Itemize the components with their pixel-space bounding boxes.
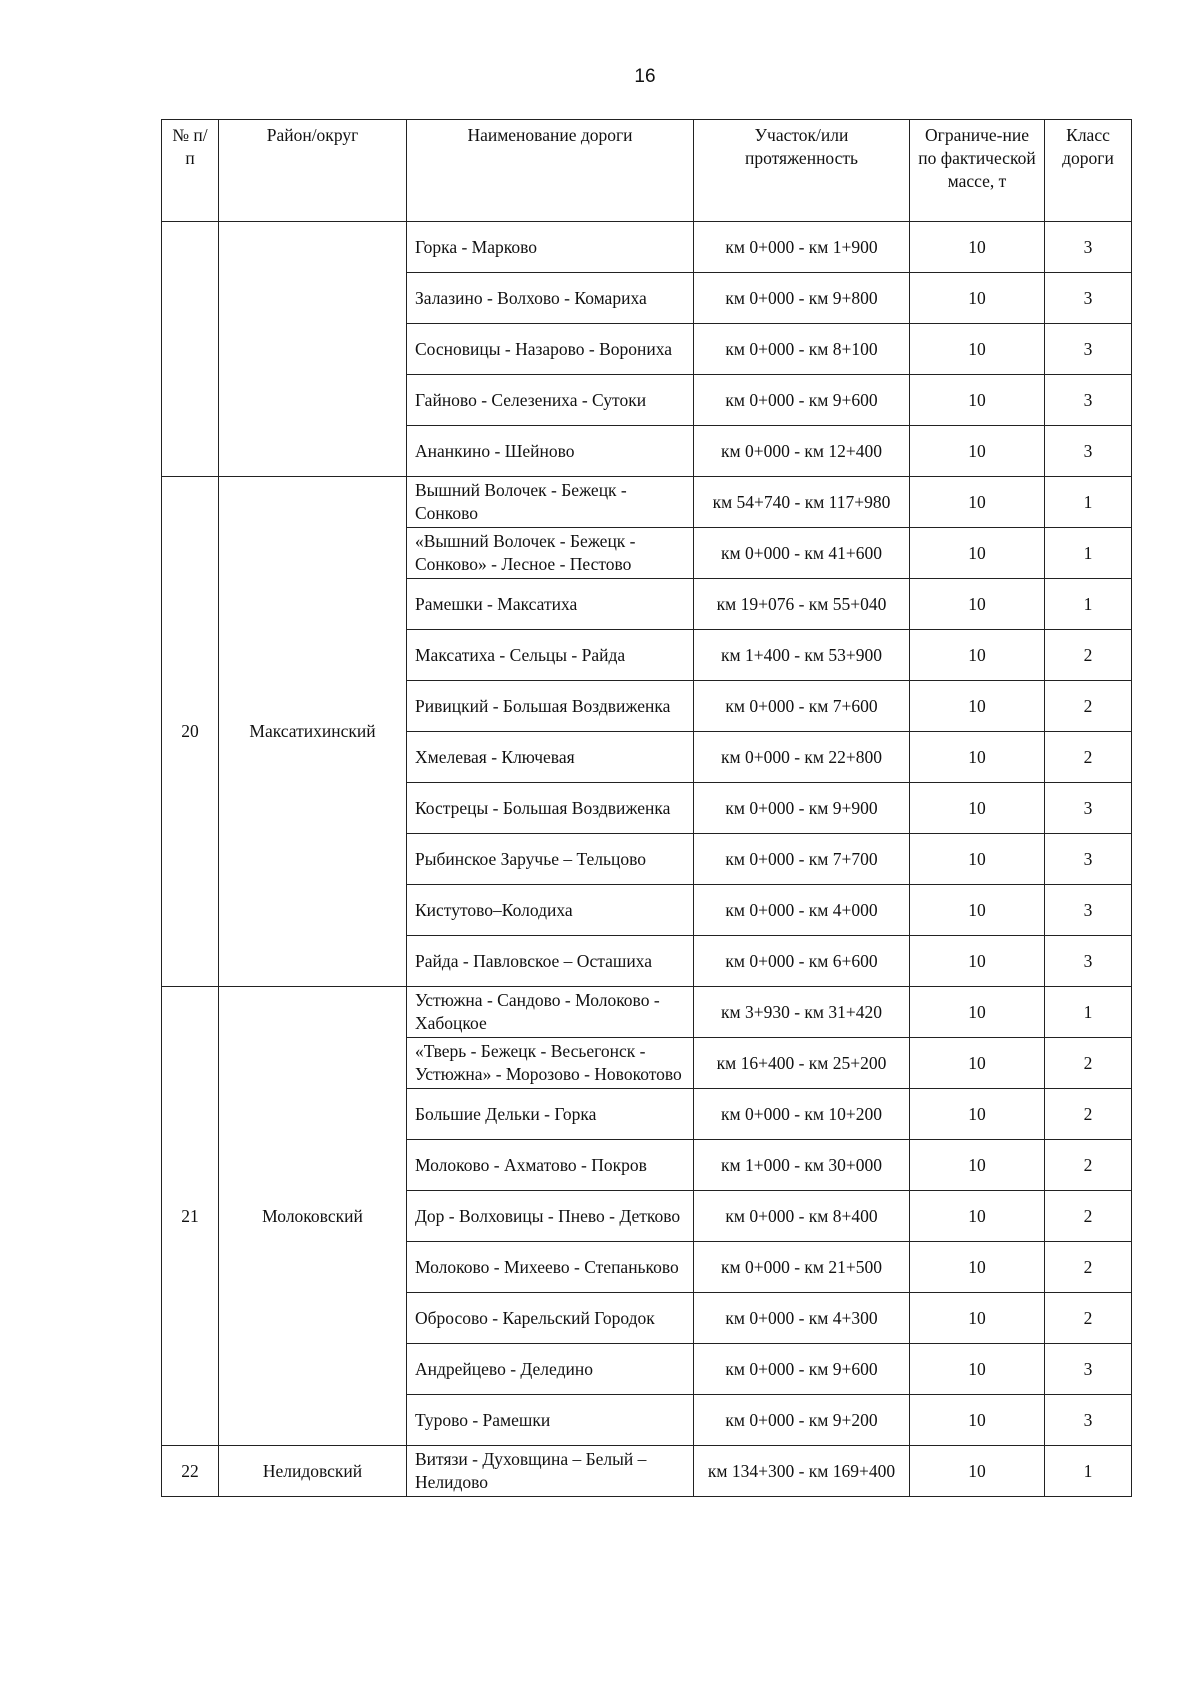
section-cell: км 0+000 - км 4+000: [694, 885, 910, 936]
mass-limit-cell: 10: [910, 1344, 1045, 1395]
road-name-cell: «Тверь - Бежецк - Весьегонск - Устюжна» - Морозово - Новокотово: [407, 1038, 694, 1089]
district-cell: Нелидовский: [219, 1446, 407, 1497]
section-cell: км 19+076 - км 55+040: [694, 579, 910, 630]
road-class-cell: 2: [1045, 1242, 1132, 1293]
road-class-cell: 3: [1045, 273, 1132, 324]
section-cell: км 0+000 - км 22+800: [694, 732, 910, 783]
road-name-cell: Андрейцево - Деледино: [407, 1344, 694, 1395]
road-name-cell: Ривицкий - Большая Воздвиженка: [407, 681, 694, 732]
header-road-name: Наименование дороги: [407, 120, 694, 222]
road-class-cell: 2: [1045, 732, 1132, 783]
road-name-cell: Сосновицы - Назарово - Ворониха: [407, 324, 694, 375]
road-class-cell: 2: [1045, 1089, 1132, 1140]
road-name-cell: «Вышний Волочек - Бежецк - Сонково» - Лесное - Пестово: [407, 528, 694, 579]
road-name-cell: Дор - Волховицы - Пнево - Детково: [407, 1191, 694, 1242]
road-name-cell: Витязи - Духовщина – Белый – Нелидово: [407, 1446, 694, 1497]
road-class-cell: 3: [1045, 885, 1132, 936]
road-name-cell: Горка - Марково: [407, 222, 694, 273]
road-name-cell: Вышний Волочек - Бежецк - Сонково: [407, 477, 694, 528]
road-name-cell: Гайново - Селезениха - Сутоки: [407, 375, 694, 426]
header-road-class: Класс дороги: [1045, 120, 1132, 222]
road-class-cell: 3: [1045, 783, 1132, 834]
mass-limit-cell: 10: [910, 681, 1045, 732]
road-class-cell: 2: [1045, 1038, 1132, 1089]
road-class-cell: 2: [1045, 681, 1132, 732]
mass-limit-cell: 10: [910, 987, 1045, 1038]
road-class-cell: 3: [1045, 324, 1132, 375]
road-name-cell: Кистутово–Колодиха: [407, 885, 694, 936]
mass-limit-cell: 10: [910, 579, 1045, 630]
roads-table: [161, 119, 1132, 1497]
road-class-cell: 3: [1045, 834, 1132, 885]
section-cell: км 0+000 - км 10+200: [694, 1089, 910, 1140]
district-cell: Максатихинский: [219, 477, 407, 987]
district-cell: [219, 222, 407, 477]
road-name-cell: Ананкино - Шейново: [407, 426, 694, 477]
road-name-cell: Кострецы - Большая Воздвиженка: [407, 783, 694, 834]
road-name-cell: Залазино - Волхово - Комариха: [407, 273, 694, 324]
mass-limit-cell: 10: [910, 630, 1045, 681]
section-cell: км 1+400 - км 53+900: [694, 630, 910, 681]
mass-limit-cell: 10: [910, 885, 1045, 936]
section-cell: км 0+000 - км 9+600: [694, 1344, 910, 1395]
header-section: Участок/или протяженность: [694, 120, 910, 222]
section-cell: км 0+000 - км 12+400: [694, 426, 910, 477]
page-number: 16: [634, 66, 656, 87]
row-number-cell: [162, 222, 219, 477]
section-cell: км 0+000 - км 4+300: [694, 1293, 910, 1344]
road-class-cell: 2: [1045, 630, 1132, 681]
mass-limit-cell: 10: [910, 324, 1045, 375]
section-cell: км 1+000 - км 30+000: [694, 1140, 910, 1191]
road-name-cell: Максатиха - Сельцы - Райда: [407, 630, 694, 681]
road-class-cell: 2: [1045, 1293, 1132, 1344]
section-cell: км 0+000 - км 9+600: [694, 375, 910, 426]
mass-limit-cell: 10: [910, 1395, 1045, 1446]
road-name-cell: Рамешки - Максатиха: [407, 579, 694, 630]
row-number-cell: 22: [162, 1446, 219, 1497]
mass-limit-cell: 10: [910, 375, 1045, 426]
mass-limit-cell: 10: [910, 426, 1045, 477]
road-class-cell: 2: [1045, 1191, 1132, 1242]
road-name-cell: Устюжна - Сандово - Молоково - Хабоцкое: [407, 987, 694, 1038]
row-number-cell: 21: [162, 987, 219, 1446]
mass-limit-cell: 10: [910, 834, 1045, 885]
road-class-cell: 1: [1045, 528, 1132, 579]
road-name-cell: Молоково - Ахматово - Покров: [407, 1140, 694, 1191]
road-name-cell: Райда - Павловское – Осташиха: [407, 936, 694, 987]
section-cell: км 0+000 - км 1+900: [694, 222, 910, 273]
section-cell: км 0+000 - км 8+400: [694, 1191, 910, 1242]
section-cell: км 0+000 - км 9+900: [694, 783, 910, 834]
road-class-cell: 1: [1045, 987, 1132, 1038]
mass-limit-cell: 10: [910, 783, 1045, 834]
section-cell: км 0+000 - км 7+700: [694, 834, 910, 885]
table-body: [162, 222, 1132, 1497]
mass-limit-cell: 10: [910, 1191, 1045, 1242]
table-header-row: [162, 120, 1132, 222]
header-mass-limit: Ограниче-ние по фактической массе, т: [910, 120, 1045, 222]
header-num: № п/п: [162, 120, 219, 222]
road-class-cell: 3: [1045, 936, 1132, 987]
mass-limit-cell: 10: [910, 1446, 1045, 1497]
section-cell: км 3+930 - км 31+420: [694, 987, 910, 1038]
mass-limit-cell: 10: [910, 528, 1045, 579]
mass-limit-cell: 10: [910, 1140, 1045, 1191]
road-name-cell: Турово - Рамешки: [407, 1395, 694, 1446]
road-name-cell: Хмелевая - Ключевая: [407, 732, 694, 783]
road-class-cell: 3: [1045, 222, 1132, 273]
road-class-cell: 1: [1045, 477, 1132, 528]
section-cell: км 0+000 - км 7+600: [694, 681, 910, 732]
mass-limit-cell: 10: [910, 273, 1045, 324]
road-name-cell: Большие Дельки - Горка: [407, 1089, 694, 1140]
row-number-cell: 20: [162, 477, 219, 987]
road-name-cell: Обросово - Карельский Городок: [407, 1293, 694, 1344]
table-row: [162, 477, 1132, 528]
section-cell: км 0+000 - км 9+800: [694, 273, 910, 324]
district-cell: Молоковский: [219, 987, 407, 1446]
section-cell: км 0+000 - км 8+100: [694, 324, 910, 375]
road-class-cell: 3: [1045, 375, 1132, 426]
section-cell: км 54+740 - км 117+980: [694, 477, 910, 528]
section-cell: км 16+400 - км 25+200: [694, 1038, 910, 1089]
table-row: [162, 987, 1132, 1038]
mass-limit-cell: 10: [910, 732, 1045, 783]
road-class-cell: 3: [1045, 1395, 1132, 1446]
mass-limit-cell: 10: [910, 1038, 1045, 1089]
section-cell: км 0+000 - км 41+600: [694, 528, 910, 579]
header-district: Район/округ: [219, 120, 407, 222]
table-row: [162, 1446, 1132, 1497]
road-class-cell: 1: [1045, 1446, 1132, 1497]
section-cell: км 134+300 - км 169+400: [694, 1446, 910, 1497]
table-row: [162, 222, 1132, 273]
mass-limit-cell: 10: [910, 477, 1045, 528]
road-class-cell: 3: [1045, 426, 1132, 477]
road-name-cell: Молоково - Михеево - Степаньково: [407, 1242, 694, 1293]
section-cell: км 0+000 - км 6+600: [694, 936, 910, 987]
section-cell: км 0+000 - км 9+200: [694, 1395, 910, 1446]
section-cell: км 0+000 - км 21+500: [694, 1242, 910, 1293]
road-class-cell: 2: [1045, 1140, 1132, 1191]
road-class-cell: 3: [1045, 1344, 1132, 1395]
mass-limit-cell: 10: [910, 1089, 1045, 1140]
road-name-cell: Рыбинское Заручье – Тельцово: [407, 834, 694, 885]
mass-limit-cell: 10: [910, 222, 1045, 273]
mass-limit-cell: 10: [910, 936, 1045, 987]
road-class-cell: 1: [1045, 579, 1132, 630]
mass-limit-cell: 10: [910, 1242, 1045, 1293]
mass-limit-cell: 10: [910, 1293, 1045, 1344]
